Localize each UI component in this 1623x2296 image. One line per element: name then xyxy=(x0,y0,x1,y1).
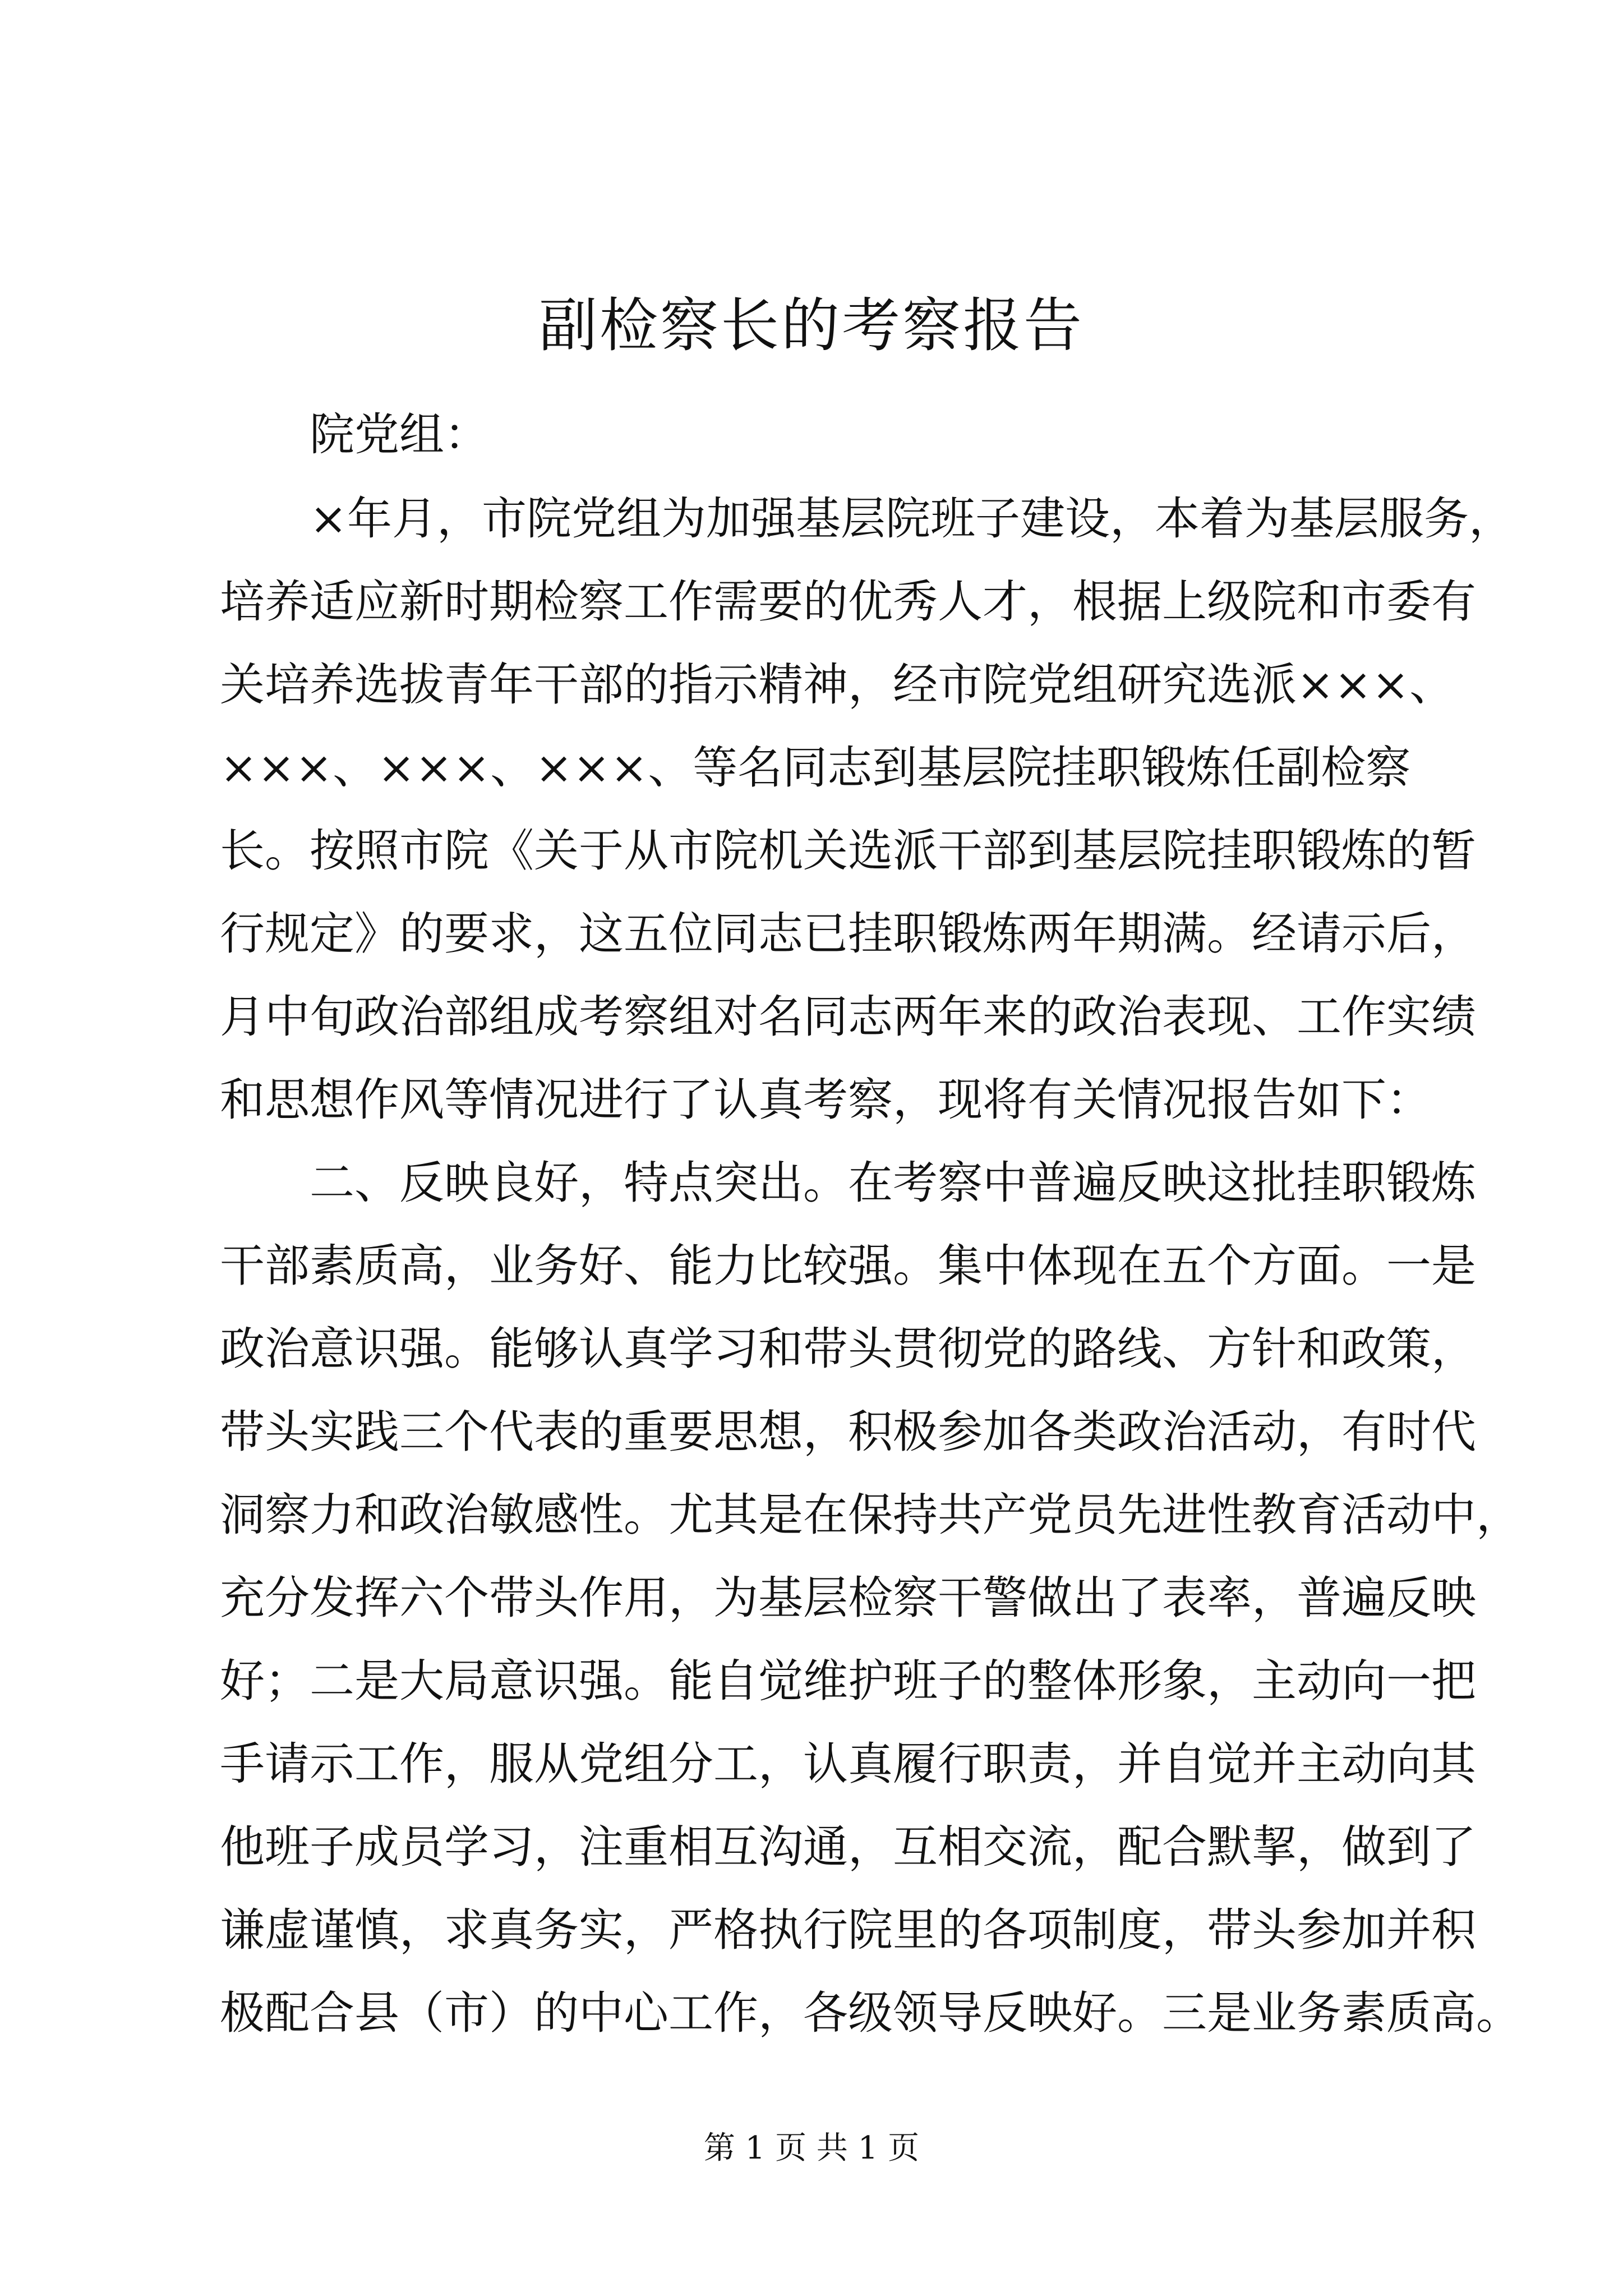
paragraph-line: 极配合县（市）的中心工作，各级领导反映好。三是业务素质高。 xyxy=(220,1987,1521,2039)
paragraph-line: 行规定》的要求，这五位同志已挂职锻炼两年期满。经请示后， xyxy=(220,908,1476,960)
paragraph-line: 他班子成员学习，注重相互沟通，互相交流，配合默挈，做到了 xyxy=(220,1821,1476,1873)
paragraph-line: 洞察力和政治敏感性。尤其是在保持共产党员先进性教育活动中， xyxy=(220,1489,1521,1541)
paragraph-line: 政治意识强。能够认真学习和带头贯彻党的路线、方针和政策， xyxy=(220,1323,1476,1375)
paragraph-line: 带头实践三个代表的重要思想，积极参加各类政治活动，有时代 xyxy=(220,1406,1476,1458)
paragraph-line: 二、反映良好，特点突出。在考察中普遍反映这批挂职锻炼 xyxy=(310,1157,1476,1209)
paragraph-line: 长。按照市院《关于从市院机关选派干部到基层院挂职锻炼的暂 xyxy=(220,825,1476,877)
document-title: 副检察长的考察报告 xyxy=(538,291,1084,360)
paragraph-line: 手请示工作，服从党组分工，认真履行职责，并自觉并主动向其 xyxy=(220,1738,1476,1790)
paragraph-line: 和思想作风等情况进行了认真考察，现将有关情况报告如下： xyxy=(220,1074,1431,1126)
paragraph-line: 培养适应新时期检察工作需要的优秀人才，根据上级院和市委有 xyxy=(220,576,1476,628)
salutation: 院党组： xyxy=(310,408,489,461)
paragraph-line: 干部素质高，业务好、能力比较强。集中体现在五个方面。一是 xyxy=(220,1240,1476,1292)
paragraph-line: 月中旬政治部组成考察组对名同志两年来的政治表现、工作实绩 xyxy=(220,991,1476,1043)
paragraph-line: ×××、×××、×××、等名同志到基层院挂职锻炼任副检察 xyxy=(220,742,1411,794)
paragraph-line: 好；二是大局意识强。能自觉维护班子的整体形象，主动向一把 xyxy=(220,1655,1476,1707)
paragraph-line: 关培养选拔青年干部的指示精神，经市院党组研究选派×××、 xyxy=(220,659,1455,711)
paragraph-line: 谦虚谨慎，求真务实，严格执行院里的各项制度，带头参加并积 xyxy=(220,1904,1476,1956)
page-footer: 第 1 页 共 1 页 xyxy=(703,2130,920,2166)
paragraph-line: 充分发挥六个带头作用，为基层检察干警做出了表率，普遍反映 xyxy=(220,1572,1476,1624)
paragraph-line: ×年月，市院党组为加强基层院班子建设，本着为基层服务， xyxy=(310,493,1514,545)
